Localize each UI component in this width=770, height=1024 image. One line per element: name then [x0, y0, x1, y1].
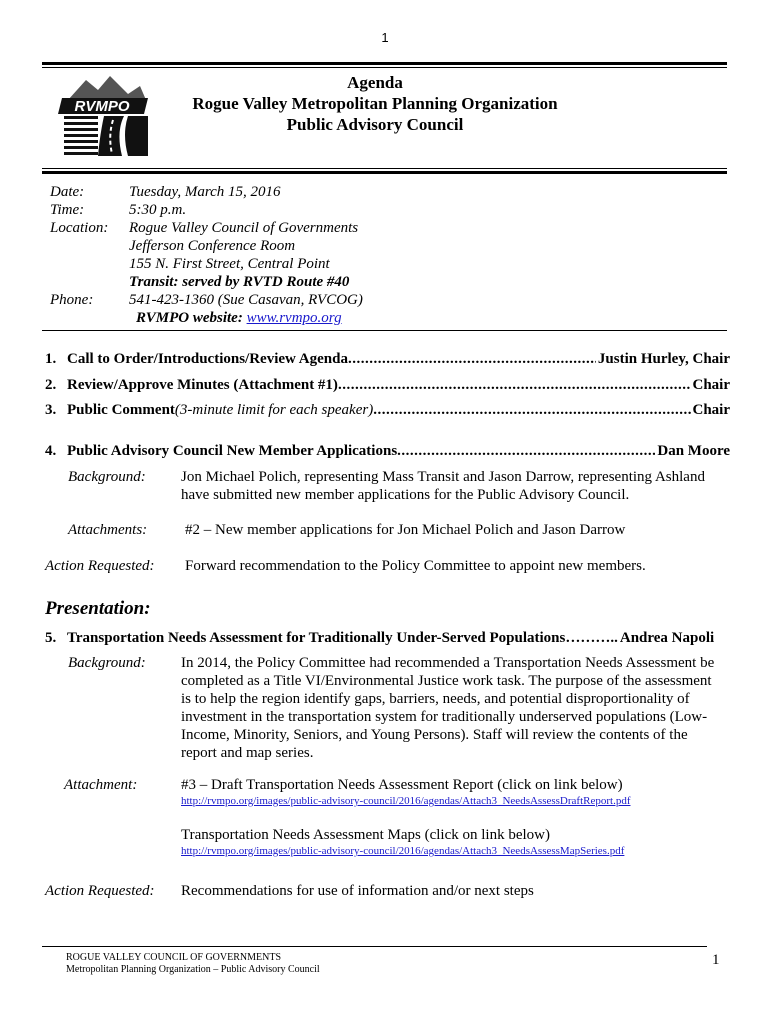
council-name: Public Advisory Council [286, 115, 464, 134]
item-number: 4. [45, 443, 57, 459]
location-line-3: 155 N. First Street, Central Point [129, 256, 330, 272]
item4-background-line-1: Jon Michael Polich, representing Mass Transit and Jason Darrow, representing Ashland [181, 469, 705, 485]
header-rule-bottom-thin [42, 168, 727, 169]
item5-background-line: is to help the region identify gaps, barriers, needs, and potential disproportionality of [181, 691, 690, 707]
org-name: Rogue Valley Metropolitan Planning Organization [192, 94, 558, 113]
item5-attachment-1: #3 – Draft Transportation Needs Assessment Report (click on link below) [181, 777, 623, 793]
item4-background-label: Background: [68, 469, 146, 485]
meta-divider [42, 330, 727, 331]
maps-pdf-link[interactable]: http://rvmpo.org/images/public-advisory-council/2016/agendas/Attach3_NeedsAssessMapSeries.pdf [181, 845, 625, 857]
date-label: Date: [50, 184, 85, 200]
agenda-item-1 [45, 350, 730, 368]
item5-background-line: Income, Minority, Seniors, and Young Persons). Staff will review the contents of the [181, 727, 688, 743]
website-link[interactable]: www.rvmpo.org [246, 310, 342, 326]
transit-info: Transit: served by RVTD Route #40 [129, 274, 350, 290]
item-presenter: Chair [692, 402, 730, 418]
item5-action: Recommendations for use of information and/or next steps [181, 883, 534, 899]
item-title: Review/Approve Minutes (Attachment #1) [67, 377, 338, 393]
report-pdf-link[interactable]: http://rvmpo.org/images/public-advisory-council/2016/agendas/Attach3_NeedsAssessDraftReport.pdf [181, 795, 631, 807]
footer-org: ROGUE VALLEY COUNCIL OF GOVERNMENTS [66, 952, 282, 963]
item4-attachments: #2 – New member applications for Jon Michael Polich and Jason Darrow [185, 522, 626, 538]
leader-dots [397, 442, 655, 460]
date-value: Tuesday, March 15, 2016 [129, 184, 281, 200]
item-title-note: (3-minute limit for each speaker) [174, 402, 374, 418]
item5-attachment-label: Attachment: [64, 777, 138, 793]
item-number: 5. [45, 630, 57, 646]
header-rule-bottom [42, 171, 727, 174]
item5-action-label: Action Requested: [45, 883, 155, 899]
item4-background-line-2: have submitted new member applications for the Public Advisory Council. [181, 487, 630, 503]
phone-label: Phone: [50, 292, 94, 308]
footer-rule [42, 946, 707, 947]
location-line-1: Rogue Valley Council of Governments [129, 220, 359, 236]
header-rule-top-thin [42, 67, 727, 68]
item-presenter: Chair [692, 377, 730, 393]
location-label: Location: [50, 220, 109, 236]
agenda-title: Agenda [347, 73, 403, 92]
phone-value: 541-423-1360 (Sue Casavan, RVCOG) [129, 292, 363, 308]
footer-page-number: 1 [712, 952, 720, 968]
item-number: 1. [45, 351, 57, 367]
presentation-heading: Presentation: [45, 598, 151, 619]
footer-subtitle: Metropolitan Planning Organization – Public Advisory Council [66, 964, 320, 975]
agenda-item-4 [45, 442, 730, 460]
item5-background-line: investment in the transportation system for traditionally underserved populations (Low- [181, 709, 708, 725]
item5-background-line: In 2014, the Policy Committee had recommended a Transportation Needs Assessment be [181, 655, 715, 671]
item-number: 3. [45, 402, 57, 418]
time-label: Time: [50, 202, 85, 218]
svg-text:RVMPO: RVMPO [74, 98, 130, 115]
leader-dots [373, 401, 690, 419]
time-value: 5:30 p.m. [129, 202, 187, 218]
leader-dots [348, 350, 596, 368]
item-title: Call to Order/Introductions/Review Agenda [67, 351, 348, 367]
item4-action: Forward recommendation to the Policy Committee to appoint new members. [185, 558, 646, 574]
item-title: Public Advisory Council New Member Applications [67, 443, 398, 459]
item5-background-label: Background: [68, 655, 146, 671]
item-presenter: Justin Hurley, Chair [597, 351, 730, 367]
rvmpo-logo [58, 72, 150, 156]
agenda-item-3 [45, 401, 730, 419]
item5-background-line: report and map series. [181, 745, 314, 761]
agenda-item-5 [45, 629, 730, 647]
location-line-2: Jefferson Conference Room [129, 238, 296, 254]
header-rule-top [42, 62, 727, 65]
item5-background-line: completed as a Title VI/Environmental Justice work task. The purpose of the assessment [181, 673, 712, 689]
item4-action-label: Action Requested: [45, 558, 155, 574]
page-number-top: 1 [381, 30, 389, 45]
agenda-item-2 [45, 376, 730, 394]
website-label: RVMPO website: [136, 310, 243, 326]
website-line [136, 309, 342, 327]
item5-attachment-2: Transportation Needs Assessment Maps (click on link below) [181, 827, 550, 843]
item-presenter: Andrea Napoli [619, 630, 715, 646]
item-title: Transportation Needs Assessment for Traditionally Under-Served Populations……….. [67, 630, 618, 646]
item-presenter: Dan Moore [657, 443, 730, 459]
item4-attachments-label: Attachments: [68, 522, 148, 538]
leader-dots [338, 376, 691, 394]
item-title: Public Comment [67, 402, 175, 418]
item-number: 2. [45, 377, 57, 393]
